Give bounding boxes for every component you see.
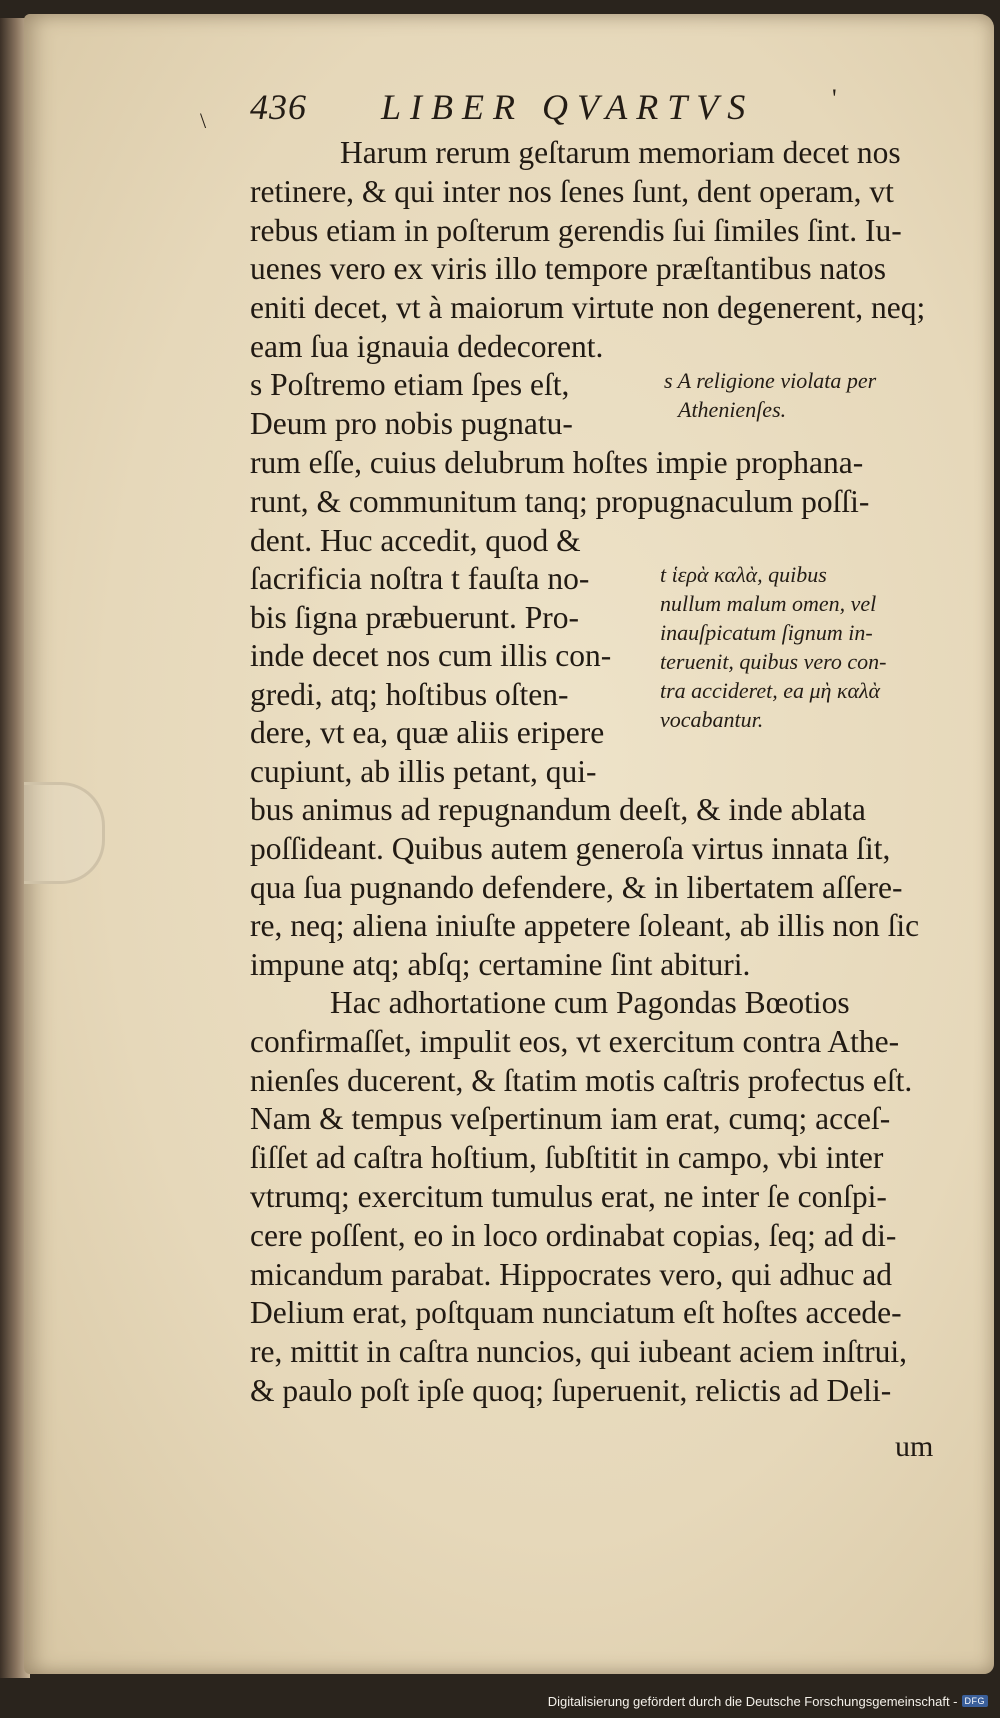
paragraph-2-wide: [250, 444, 950, 560]
note-line: t ἱερὰ καλὰ, quibus: [660, 562, 827, 587]
note-line: inauſpicatum ſignum in-: [660, 620, 873, 645]
text-line: eam ſua ignauia dedecorent.: [250, 328, 604, 364]
text-line: retinere, & qui inter nos ſenes ſunt, dent operam, vt: [250, 173, 894, 209]
printer-mark: ': [832, 84, 837, 113]
paragraph-2-narrow: [250, 560, 660, 791]
text-line: bus animus ad repugnandum deeſt, & inde ablata: [250, 792, 866, 827]
text-line: impune atq; abſq; certamine ſint abituri.: [250, 947, 751, 983]
text-line: re, neq; aliena iniuſte appetere ſoleant, ab illis non ſic: [250, 908, 920, 944]
note-line: s A religione violata per: [664, 368, 877, 393]
text-line: gredi, atq; hoſtibus oſten-: [250, 676, 569, 712]
text-line: confirmaſſet, impulit eos, vt exercitum contra Athe-: [250, 1023, 900, 1059]
text-line: Nam & tempus veſpertinum iam erat, cumq; acceſ-: [250, 1101, 891, 1137]
digitization-footer: [548, 1690, 988, 1712]
paragraph-2-start: [250, 366, 660, 443]
marginal-note-s: [664, 366, 876, 424]
note-line: Athenienſes.: [678, 397, 787, 422]
text-line: inde decet nos cum illis con-: [250, 638, 612, 673]
marginal-note-t: [660, 560, 886, 734]
running-title: LIBER QVARTVS: [381, 87, 755, 127]
text-line: bis ſigna præbuerunt. Pro-: [250, 599, 579, 635]
catchword: um: [895, 1430, 934, 1463]
text-line: Delium erat, poſtquam nunciatum eſt hoſtes accede-: [250, 1295, 902, 1331]
text-line: cere poſſent, eo in loco ordinabat copias, ſeq; ad di-: [250, 1217, 897, 1253]
text-line: nienſes ducerent, & ſtatim motis caſtris profectus eſt.: [250, 1062, 913, 1098]
text-line: re, mittit in caſtra nuncios, qui iubeant aciem inſtrui,: [250, 1334, 907, 1370]
running-header: [250, 86, 850, 128]
text-line: rebus etiam in poſterum gerendis ſui ſimiles ſint. Iu-: [250, 212, 902, 248]
text-line: qua ſua pugnando defendere, & in libertatem aſſere-: [250, 869, 903, 905]
note-line: teruenit, quibus vero con-: [660, 649, 887, 674]
page-number: 436: [250, 87, 307, 127]
text-line: poſſideant. Quibus autem generoſa virtus innata ſit,: [250, 830, 891, 866]
text-line: runt, & communitum tanq; propugnaculum poſſi-: [250, 483, 870, 519]
text-line: vtrumq; exercitum tumulus erat, ne inter ſe conſpi-: [250, 1178, 887, 1214]
text-line: dere, vt ea, quæ aliis eripere: [250, 715, 605, 750]
note-line: nullum malum omen, vel: [660, 591, 877, 616]
note-line: vocabantur.: [660, 707, 764, 732]
text-line: micandum parabat. Hippocrates vero, qui adhuc ad: [250, 1256, 893, 1292]
text-line: s Poſtremo etiam ſpes eſt,: [250, 367, 570, 402]
text-line: & paulo poſt ipſe quoq; ſuperuenit, relictis ad Deli-: [250, 1372, 892, 1408]
page-clip: [24, 782, 105, 884]
text-line: dent. Huc accedit, quod &: [250, 522, 581, 558]
text-line: Deum pro nobis pugnatu-: [250, 405, 573, 441]
dfg-logo-icon: DFG: [962, 1695, 989, 1707]
text-line: rum eſſe, cuius delubrum hoſtes impie prophana-: [250, 445, 864, 480]
printer-mark: \: [200, 108, 207, 133]
paragraph-2-end: [250, 791, 950, 985]
text-line: ſiſſet ad caſtra hoſtium, ſubſtitit in campo, vbi inter: [250, 1140, 884, 1176]
footer-text: Digitalisierung gefördert durch die Deutsche Forschungsgemeinschaft -: [547, 1693, 958, 1709]
text-line: Harum rerum geſtarum memoriam decet nos: [340, 135, 901, 170]
note-line: tra accideret, ea μὴ καλὰ: [660, 678, 881, 703]
text-line: uenes vero ex viris illo tempore præſtantibus natos: [250, 251, 886, 287]
paragraph-3: [250, 984, 950, 1411]
text-line: cupiunt, ab illis petant, qui-: [250, 753, 597, 789]
text-line: Hac adhortatione cum Pagondas Bœotios: [330, 985, 850, 1020]
text-line: ſacrificia noſtra t fauſta no-: [250, 561, 590, 596]
paragraph-1: [250, 134, 950, 367]
text-line: eniti decet, vt à maiorum virtute non degenerent, neq;: [250, 290, 926, 326]
